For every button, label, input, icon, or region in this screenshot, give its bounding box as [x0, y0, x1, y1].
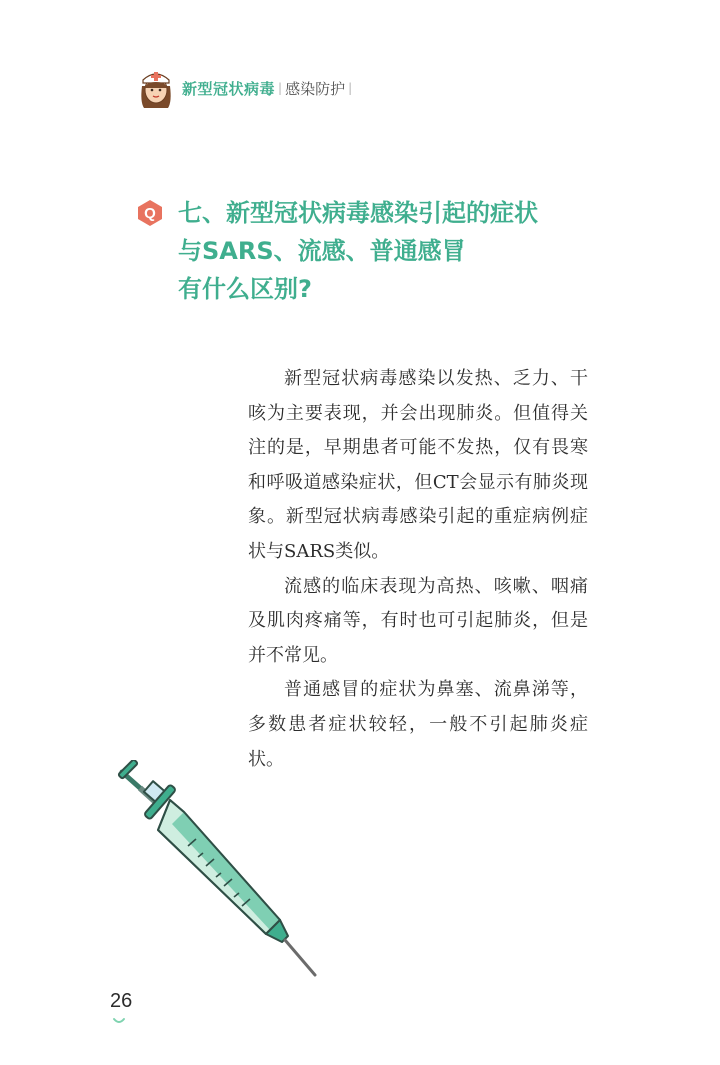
page-number: 26: [110, 990, 133, 1012]
nurse-avatar-icon: [136, 66, 176, 110]
page-header: [136, 66, 355, 110]
question-badge-label: Q: [144, 205, 156, 222]
question-badge-icon: [137, 199, 163, 227]
page-corner-mark-icon: [112, 1016, 126, 1026]
answer-paragraph-1: 新型冠状病毒感染以发热、乏力、干咳为主要表现，并会出现肺炎。但值得关注的是，早期患者可能不发热，仅有畏寒和呼吸道感染症状，但CT会显示有肺炎现象。新型冠状病毒感染引起的重症病例症状与SARS类似。: [248, 368, 588, 562]
question-line-3: 有什么区别?: [178, 275, 312, 303]
header-title: 新型冠状病毒: [182, 79, 276, 98]
syringe-icon: [110, 760, 330, 990]
question-line-1: 七、新型冠状病毒感染引起的症状: [178, 199, 538, 227]
answer-body: [248, 362, 588, 777]
answer-paragraph-3: 普通感冒的症状为鼻塞、流鼻涕等，多数患者症状较轻，一般不引起肺炎症状。: [248, 679, 588, 770]
answer-paragraph-2: 流感的临床表现为高热、咳嗽、咽痛及肌肉疼痛等，有时也可引起肺炎，但是并不常见。: [248, 575, 588, 666]
header-separator: |: [278, 81, 283, 95]
header-subtitle: 感染防护: [285, 79, 346, 98]
question-line-2: 与SARS、流感、普通感冒: [178, 237, 466, 265]
header-separator-end: |: [348, 81, 353, 95]
question-title: [178, 194, 608, 308]
